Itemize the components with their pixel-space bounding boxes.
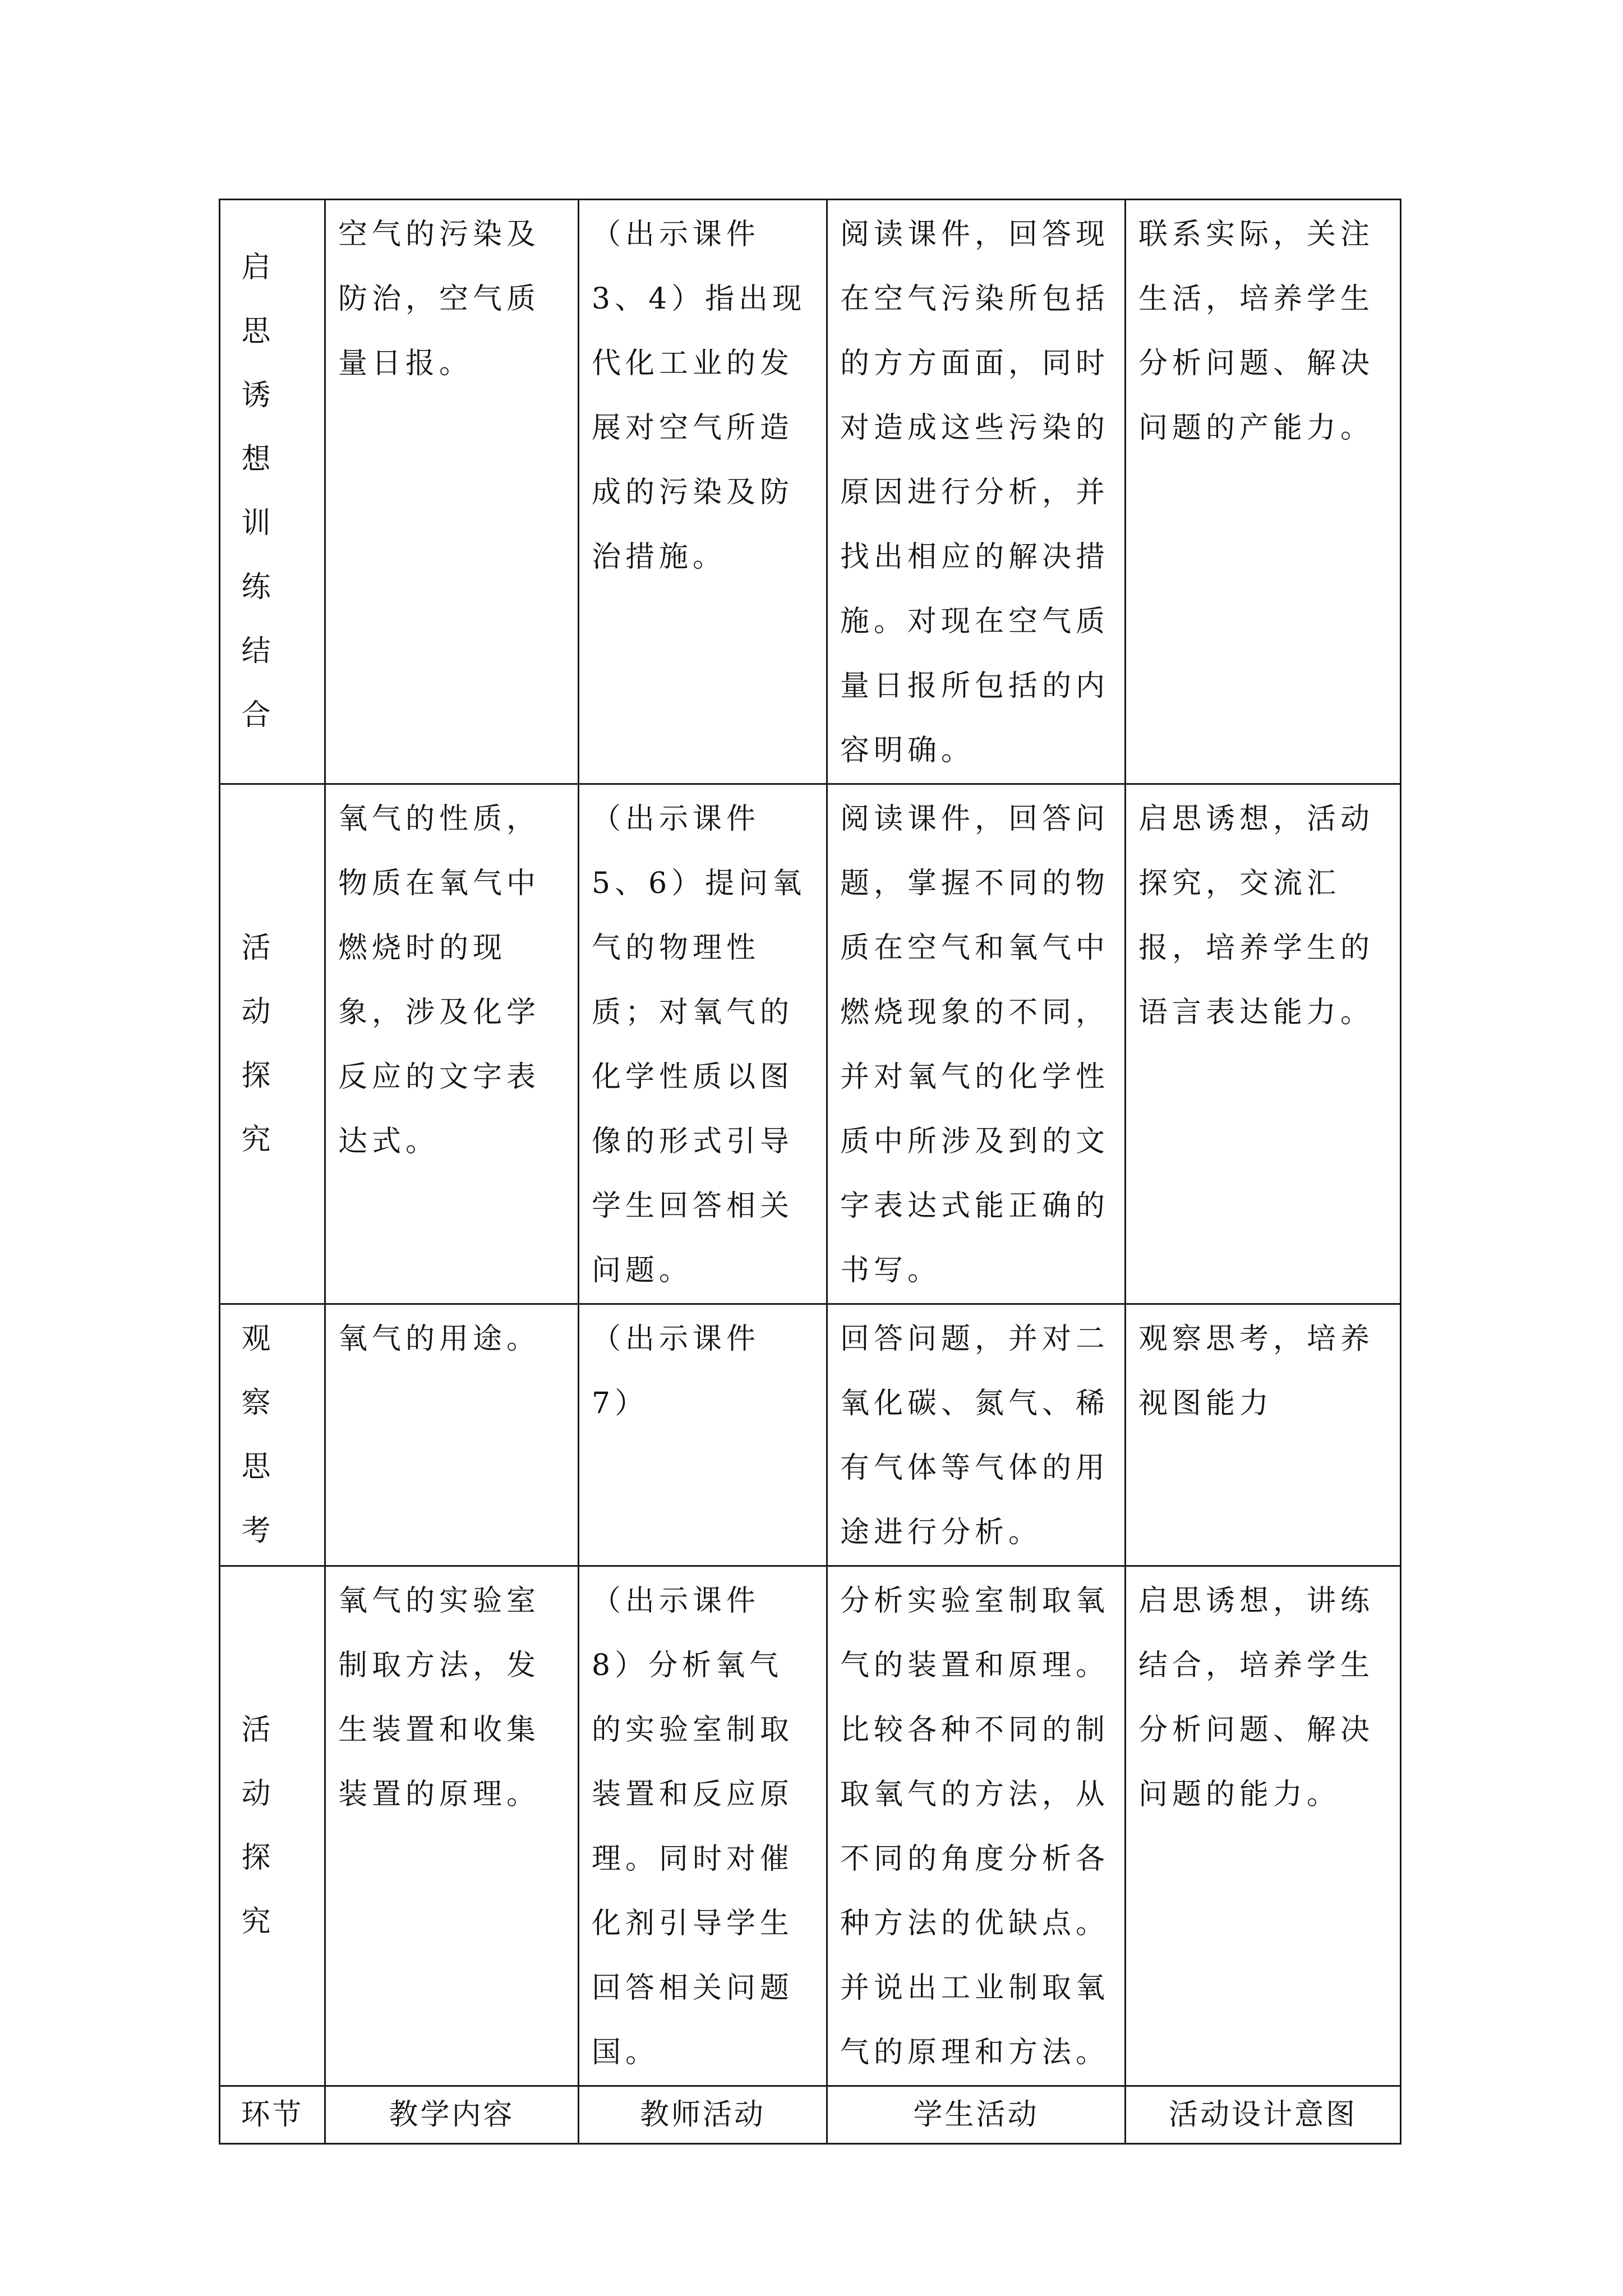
- lesson-plan-table: [219, 199, 1401, 2145]
- stage-label: 活动探究: [241, 1713, 274, 1939]
- content-text: 氧气的实验室制取方法，发生装置和收集装置的原理。: [338, 1584, 541, 1811]
- table-row: [220, 200, 1401, 784]
- student-text: 分析实验室制取氧气的装置和原理。比较各种不同的制取氧气的方法，从不同的角度分析各种方法的优缺点。并说出工业制取氧气的原理和方法。: [840, 1584, 1110, 2069]
- table-row: [220, 784, 1401, 1304]
- intent-cell: [1126, 1566, 1401, 2086]
- content-text: 空气的污染及防治，空气质量日报。: [338, 218, 541, 380]
- intent-text: 观察思考，培养视图能力: [1138, 1322, 1375, 1420]
- content-cell: [325, 784, 579, 1304]
- content-cell: [325, 1304, 579, 1566]
- intent-cell: [1126, 1304, 1401, 1566]
- header-student: 学生活动: [827, 2086, 1126, 2144]
- intent-text: 启思诱想，活动探究，交流汇报，培养学生的语言表达能力。: [1138, 802, 1375, 1029]
- teacher-text: （出示课件 7）: [592, 1322, 760, 1420]
- content-text: 氧气的用途。: [338, 1322, 541, 1356]
- header-stage: 环节: [220, 2086, 325, 2144]
- stage-cell: [220, 784, 325, 1304]
- teacher-cell: [579, 1304, 827, 1566]
- teacher-cell: [579, 784, 827, 1304]
- stage-cell: [220, 1566, 325, 2086]
- student-cell: [827, 1566, 1126, 2086]
- content-text: 氧气的性质，物质在氧气中燃烧时的现象，涉及化学反应的文字表达式。: [338, 802, 541, 1158]
- stage-cell: [220, 1304, 325, 1566]
- student-text: 阅读课件，回答现在空气污染所包括的方方面面，同时对造成这些污染的原因进行分析，并找出相应的解决措施。对现在空气质量日报所包括的内容明确。: [840, 218, 1110, 767]
- intent-text: 联系实际，关注生活，培养学生分析问题、解决问题的产能力。: [1138, 218, 1375, 445]
- teacher-text: （出示课件 3、4）指出现代化工业的发展对空气所造成的污染及防治措施。: [592, 218, 806, 574]
- teacher-cell: [579, 1566, 827, 2086]
- intent-cell: [1126, 200, 1401, 784]
- student-cell: [827, 784, 1126, 1304]
- intent-cell: [1126, 784, 1401, 1304]
- stage-label: 活动探究: [241, 931, 274, 1157]
- stage-label: 启思诱想训练结合: [241, 251, 274, 732]
- table-row: [220, 1304, 1401, 1566]
- table-header-row: [220, 2086, 1401, 2144]
- student-cell: [827, 200, 1126, 784]
- teacher-text: （出示课件 5、6）提问氧气的物理性质；对氧气的化学性质以图像的形式引导学生回答相关问题。: [592, 802, 806, 1287]
- table-row: [220, 1566, 1401, 2086]
- teacher-text: （出示课件 8）分析氧气的实验室制取装置和反应原理。同时对催化剂引导学生回答相关问题国。: [592, 1584, 794, 2069]
- student-cell: [827, 1304, 1126, 1566]
- content-cell: [325, 1566, 579, 2086]
- student-text: 回答问题，并对二氧化碳、氮气、稀有气体等气体的用途进行分析。: [840, 1322, 1110, 1549]
- header-content: 教学内容: [325, 2086, 579, 2144]
- header-teacher: 教师活动: [579, 2086, 827, 2144]
- intent-text: 启思诱想，讲练结合，培养学生分析问题、解决问题的能力。: [1138, 1584, 1375, 1811]
- teacher-cell: [579, 200, 827, 784]
- stage-cell: [220, 200, 325, 784]
- header-intent: 活动设计意图: [1126, 2086, 1401, 2144]
- stage-label: 观察思考: [241, 1322, 274, 1548]
- content-cell: [325, 200, 579, 784]
- student-text: 阅读课件，回答问题，掌握不同的物质在空气和氧气中燃烧现象的不同，并对氧气的化学性质中所涉及到的文字表达式能正确的书写。: [840, 802, 1110, 1287]
